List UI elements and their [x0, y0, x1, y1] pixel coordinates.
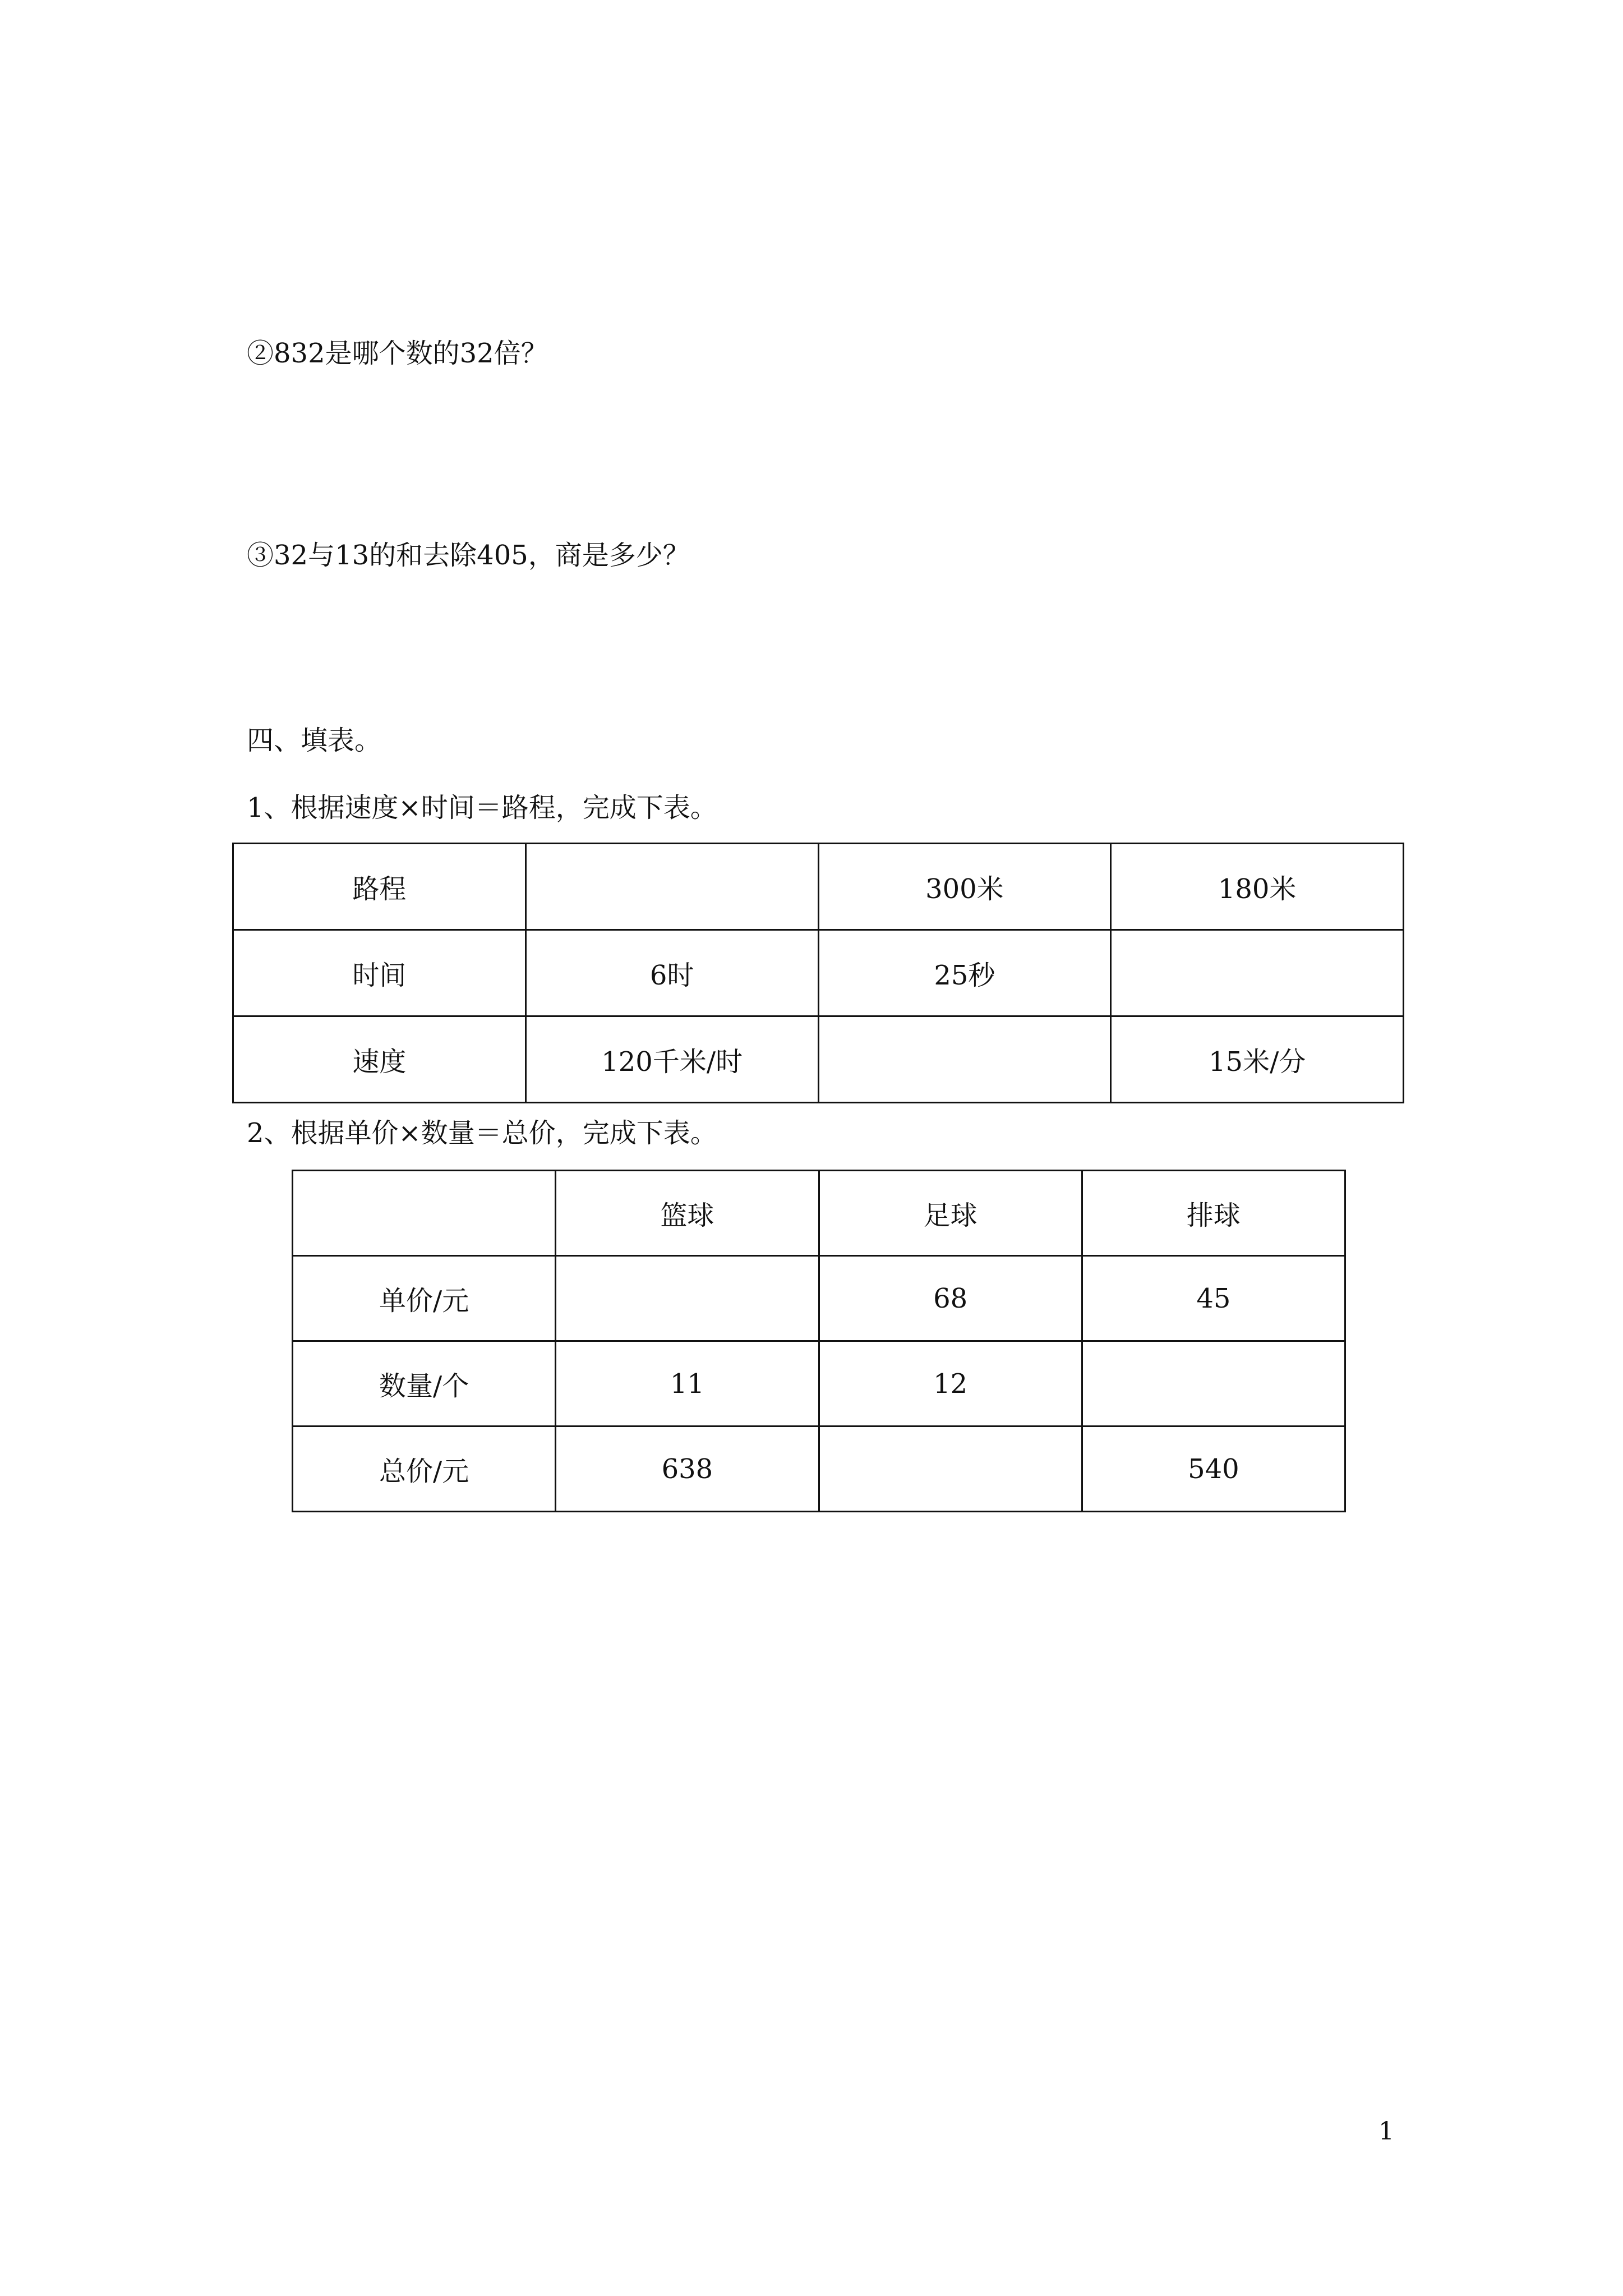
table-cell [818, 1016, 1111, 1103]
table-cell: 25秒 [818, 930, 1111, 1016]
column-header-basketball: 篮球 [556, 1171, 819, 1256]
section-heading: 四、填表。 [247, 725, 382, 756]
row-label-total-price: 总价/元 [293, 1427, 556, 1512]
table-cell: 120千米/时 [525, 1016, 818, 1103]
row-label-unit-price: 单价/元 [293, 1256, 556, 1341]
table-row [233, 844, 1404, 930]
row-label-speed: 速度 [233, 1016, 526, 1103]
table-cell: 68 [819, 1256, 1082, 1341]
table-row [293, 1171, 1345, 1256]
table-cell: 15米/分 [1111, 1016, 1404, 1103]
table-cell [525, 844, 818, 930]
table-cell [1111, 930, 1404, 1016]
table-cell [1082, 1341, 1345, 1427]
table-cell: 180米 [1111, 844, 1404, 930]
table-row [293, 1341, 1345, 1427]
task-2-instruction: 2、根据单价×数量＝总价，完成下表。 [247, 1117, 717, 1149]
table-cell: 540 [1082, 1427, 1345, 1512]
table-row [293, 1427, 1345, 1512]
table-cell: 300米 [818, 844, 1111, 930]
row-label-distance: 路程 [233, 844, 526, 930]
task-1-instruction: 1、根据速度×时间＝路程，完成下表。 [247, 792, 717, 823]
column-header-volleyball: 排球 [1082, 1171, 1345, 1256]
table-cell: 6时 [525, 930, 818, 1016]
table-cell [293, 1171, 556, 1256]
table-cell: 45 [1082, 1256, 1345, 1341]
price-quantity-total-table [292, 1170, 1346, 1512]
question-2: ②832是哪个数的32倍？ [247, 338, 548, 369]
table-row [233, 1016, 1404, 1103]
row-label-time: 时间 [233, 930, 526, 1016]
table-cell: 12 [819, 1341, 1082, 1427]
table-cell [819, 1427, 1082, 1512]
table-cell [556, 1256, 819, 1341]
table-cell: 638 [556, 1427, 819, 1512]
table-row [293, 1256, 1345, 1341]
question-3: ③32与13的和去除405，商是多少？ [247, 540, 690, 571]
table-row [233, 930, 1404, 1016]
page-number: 1 [1378, 2117, 1394, 2146]
row-label-quantity: 数量/个 [293, 1341, 556, 1427]
column-header-football: 足球 [819, 1171, 1082, 1256]
speed-time-distance-table [232, 843, 1404, 1103]
table-cell: 11 [556, 1341, 819, 1427]
